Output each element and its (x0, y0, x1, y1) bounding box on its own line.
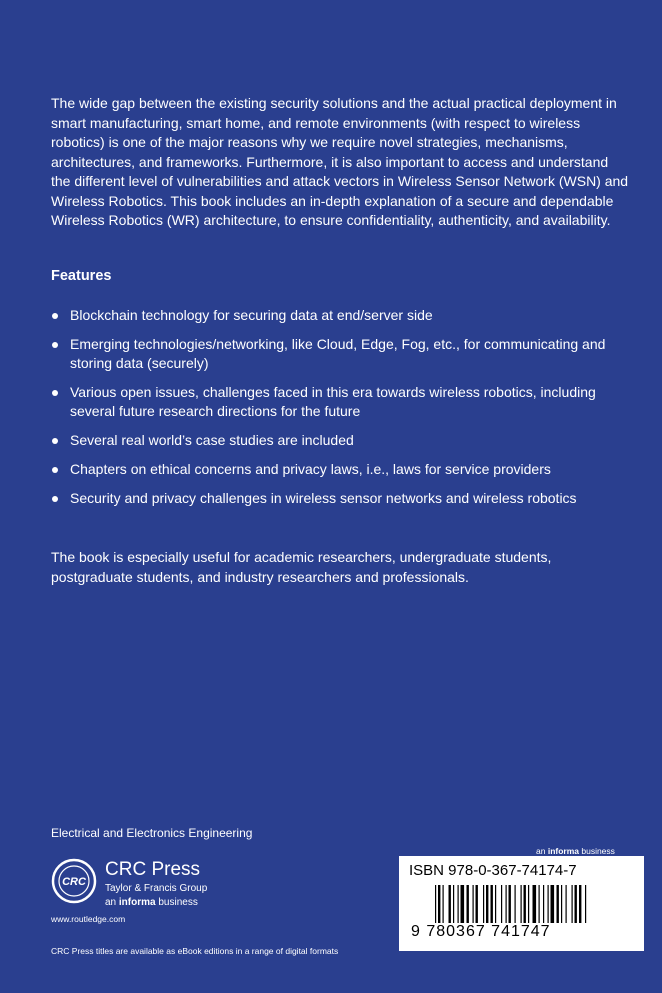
crc-logo-icon (51, 858, 97, 904)
bullet-icon (52, 467, 58, 473)
feature-text: Security and privacy challenges in wireless sensor networks and wireless robotics (70, 490, 577, 506)
informa-business-tag: an informa business (536, 846, 615, 856)
barcode-digits: 9 780367 741747 (411, 923, 551, 940)
isbn-barcode-panel (399, 856, 644, 951)
barcode-bar (579, 885, 581, 923)
book-description: The wide gap between the existing security solutions and the actual practical deployment in smart manufacturing, smart home, and remote environments (with respect to wireless robotics) is one of the major reasons why we require novel strategies, mechanisms, architectures, and frameworks. Furthermore, it is also important to access and understand the different level of vulnerabilities and attack vectors in Wireless Sensor Network (WSN) and Wireless Robotics. This book includes an in-depth explanation of a secure and dependable Wireless Robotics (WR) architecture, to ensure confidentiality, authenticity, and availability. (51, 95, 629, 228)
barcode-bar (509, 885, 511, 923)
audience-statement: The book is especially useful for academic researchers, undergraduate students, postgraduate students, and industry researchers and professionals. (51, 549, 552, 585)
barcode-bar (515, 885, 516, 923)
barcode-bar (524, 885, 526, 923)
features-heading: Features (51, 268, 112, 284)
barcode-bar (449, 885, 451, 923)
bullet-icon (52, 313, 58, 319)
isbn-label: ISBN 978-0-367-74174-7 (409, 862, 577, 879)
barcode-bar (539, 885, 540, 923)
barcode-bar (491, 885, 493, 923)
feature-text: Various open issues, challenges faced in this era towards wireless robotics, including several future research directions for the future (70, 384, 596, 419)
bullet-icon (52, 342, 58, 348)
barcode-bar (551, 885, 555, 923)
feature-item (51, 489, 611, 508)
barcode-bar (521, 885, 522, 923)
barcode-bar (435, 885, 436, 923)
publisher-group: Taylor & Francis Group (105, 883, 208, 894)
feature-item (51, 460, 611, 479)
barcode-bar (548, 885, 549, 923)
barcode-bar (506, 885, 507, 923)
bullet-icon (52, 438, 58, 444)
barcode-bar (458, 885, 459, 923)
barcode-bar (585, 885, 586, 923)
barcode-bar (443, 885, 444, 923)
feature-text: Blockchain technology for securing data at end/server side (70, 307, 433, 323)
subject-category: Electrical and Electronics Engineering (51, 826, 253, 840)
publisher-informa-line: an informa business (105, 897, 198, 908)
barcode-bar (572, 885, 573, 923)
feature-text: Emerging technologies/networking, like Cloud, Edge, Fog, etc., for communicating and storing data (securely) (70, 336, 606, 371)
features-list (51, 306, 611, 508)
barcode-bar (575, 885, 577, 923)
barcode-bar (473, 885, 474, 923)
bullet-icon (52, 390, 58, 396)
barcode-bar (467, 885, 469, 923)
publisher-website: www.routledge.com (51, 914, 126, 924)
publisher-logo (51, 858, 231, 910)
barcode-bar (566, 885, 567, 923)
barcode-bar (533, 885, 537, 923)
feature-item (51, 431, 611, 450)
barcode-bar (461, 885, 465, 923)
feature-text: Chapters on ethical concerns and privacy laws, i.e., laws for service providers (70, 461, 551, 477)
barcode-bar (561, 885, 562, 923)
barcode-bar (453, 885, 454, 923)
barcode-bar (543, 885, 544, 923)
feature-item (51, 383, 611, 421)
feature-text: Several real world’s case studies are included (70, 432, 354, 448)
ebook-note: CRC Press titles are available as eBook editions in a range of digital formats (51, 946, 339, 956)
barcode-bar (483, 885, 484, 923)
barcode-bar (501, 885, 502, 923)
barcode-bar (438, 885, 440, 923)
bullet-icon (52, 496, 58, 502)
barcode-bar (557, 885, 559, 923)
barcode-icon (435, 885, 635, 925)
barcode-bar (486, 885, 488, 923)
feature-item (51, 306, 611, 325)
barcode-bar (528, 885, 529, 923)
svg-text:CRC: CRC (62, 876, 86, 888)
publisher-name: CRC Press (105, 859, 201, 880)
barcode-bar (476, 885, 478, 923)
barcode-bar (495, 885, 496, 923)
feature-item (51, 335, 611, 373)
